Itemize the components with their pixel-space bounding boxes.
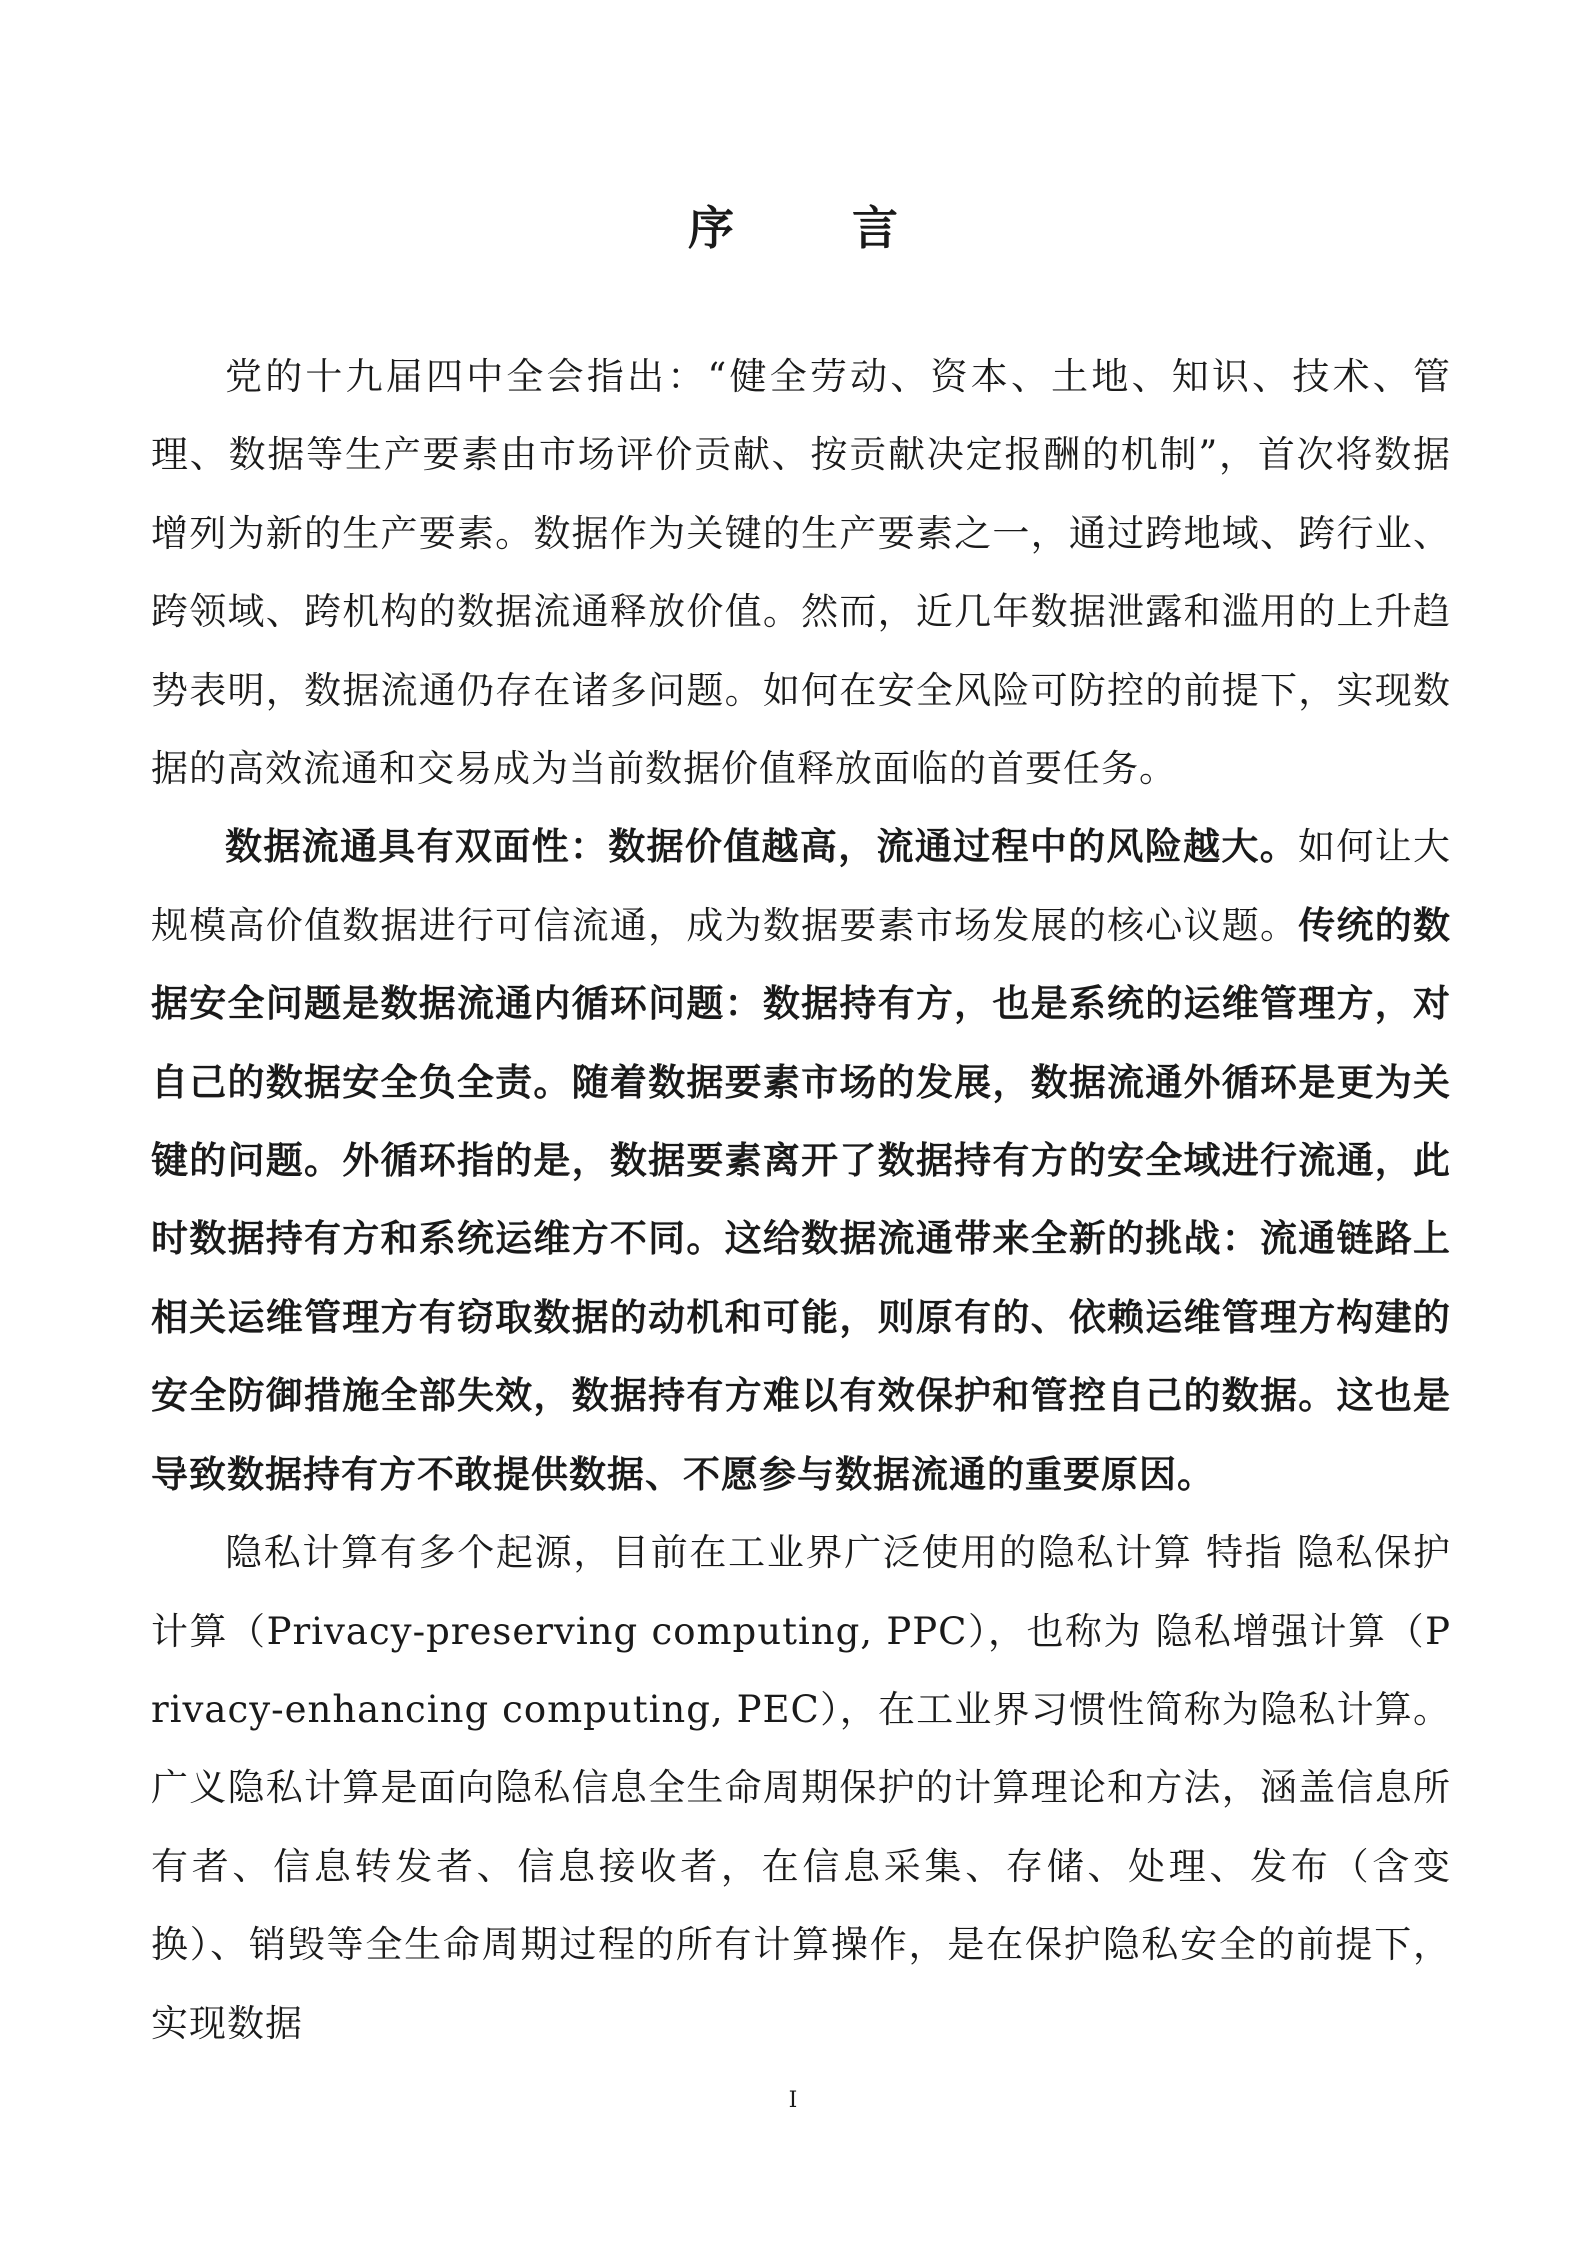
paragraph: [151, 808, 1451, 1514]
bold-text-run: 数据流通具有双面性：数据价值越高，流通过程中的风险越大。: [225, 825, 1299, 869]
paragraph: [151, 338, 1451, 808]
paragraph: [151, 1514, 1451, 2063]
page-title: 序 言: [688, 201, 934, 255]
page-number: I: [788, 2088, 798, 2113]
text-run: 党的十九届四中全会指出：“健全劳动、资本、土地、知识、技术、管理、数据等生产要素由市场评价贡献、按贡献决定报酬的机制”，首次将数据增列为新的生产要素。数据作为关键的生产要素之一，通过跨地域、跨行业、跨领域、跨机构的数据流通释放价值。然而，近几年数据泄露和滥用的上升趋势表明，数据流通仍存在诸多问题。如何在安全风险可防控的前提下，实现数据的高效流通和交易成为当前数据价值释放面临的首要任务。: [151, 355, 1451, 791]
text-run: 隐私计算有多个起源，目前在工业界广泛使用的隐私计算 特指 隐私保护计算（Privacy-preserving computing, PPC），也称为 隐私增强计算（Privacy-enhancing computing, PEC），在工业界习惯性简称为隐私计算。广义隐私计算是面向隐私信息全生命周期保护的计算理论和方法，涵盖信息所有者、信息转发者、信息接收者，在信息采集、存储、处理、发布（含变换）、销毁等全生命周期过程的所有计算操作，是在保护隐私安全的前提下，实现数据: [151, 1531, 1451, 2045]
body-text: [151, 338, 1451, 2063]
text-run: 如何让大规模高价值数据进行可信流通，成为数据要素市场发展的核心议题。: [151, 825, 1451, 947]
bold-text-run: 传统的数据安全问题是数据流通内循环问题：数据持有方，也是系统的运维管理方，对自己的数据安全负全责。随着数据要素市场的发展，数据流通外循环是更为关键的问题。外循环指的是，数据要素离开了数据持有方的安全域进行流通，此时数据持有方和系统运维方不同。这给数据流通带来全新的挑战：流通链路上相关运维管理方有窃取数据的动机和可能，则原有的、依赖运维管理方构建的安全防御措施全部失效，数据持有方难以有效保护和管控自己的数据。这也是导致数据持有方不敢提供数据、不愿参与数据流通的重要原因。: [151, 903, 1452, 1496]
